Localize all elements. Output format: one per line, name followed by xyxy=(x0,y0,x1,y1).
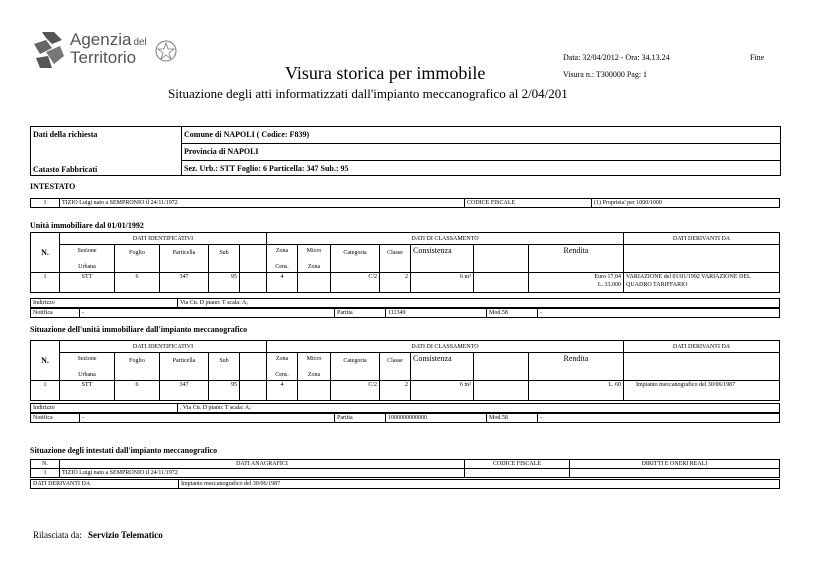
unit2-h-classe: Classe xyxy=(380,353,411,381)
unit1-h-sub: Sub xyxy=(209,245,240,273)
intestato-name: TIZIO Luigi nato a SEMPRONIO il 24/11/1972 xyxy=(60,199,465,208)
unit2-h-dati-der: DATI DERIVANTI DA xyxy=(624,341,780,353)
unit1-row-foglio: 6 xyxy=(115,273,160,293)
unit1-h-dati-class: DATI DI CLASSAMENTO xyxy=(267,233,624,245)
unit1-h-particella: Particella xyxy=(160,245,209,273)
intestati-h-n: N. xyxy=(31,460,60,469)
footer xyxy=(33,530,163,540)
unit1-h-foglio: Foglio xyxy=(115,245,160,273)
unit1-row-consistenza: 6 m² xyxy=(411,273,474,293)
visura-number: Visura n.: T300000 Pag: 1 xyxy=(563,70,648,79)
unit2-h-rendita: Rendita xyxy=(529,353,624,381)
logo-text-line1: Agenzia xyxy=(70,30,132,49)
intestato-cf-label: CODICE FISCALE xyxy=(465,199,592,208)
sezione-info: Sez. Urb.: STT Foglio: 6 Particella: 347 Sub.: 95 xyxy=(184,164,349,173)
unit2-heading: Situazione dell'unità immobiliare dall'impianto meccanografico xyxy=(30,325,248,334)
intestato-table xyxy=(30,198,780,208)
unit1-row-rendita2: L. 33.000 xyxy=(597,282,621,288)
unit1-h-n: N. xyxy=(31,233,60,273)
unit1-h-consistenza: Consistenza xyxy=(411,245,474,273)
logo-mark-icon xyxy=(32,30,66,70)
unit1-table xyxy=(30,232,780,293)
unit1-row-n: 1 xyxy=(31,273,60,293)
intestati-num: 1 xyxy=(31,469,60,478)
catasto-label: Catasto Fabbricati xyxy=(33,165,98,174)
fine-label: Fine xyxy=(750,53,765,62)
unit2-h-categoria: Categoria xyxy=(331,353,380,381)
footer-value: Servizio Telematico xyxy=(87,530,163,540)
footer-label: Rilasciata da: xyxy=(33,530,82,540)
unit2-notifica-table xyxy=(30,413,780,423)
provincia: Provincia di NAPOLI xyxy=(184,147,259,156)
unit1-h-urbana: Urbana xyxy=(78,263,96,270)
unit1-h-sezione: Sezione xyxy=(77,247,97,254)
unit1-heading: Unità immobiliare dal 01/01/1992 xyxy=(30,221,144,230)
intestati-table xyxy=(30,459,780,478)
unit1-h-micro: Micro xyxy=(306,247,322,254)
intestati-heading: Situazione degli intestati dall'impianto meccanografico xyxy=(30,446,218,455)
unit2-row-n: 1 xyxy=(31,381,60,401)
date-time: Data: 32/04/2012 - Ora: 34.13.24 xyxy=(563,53,670,62)
intestato-rights: (1) Proprieta' per 1000/1000 xyxy=(592,199,780,208)
intestati-der-value: Impianto meccanografico del 30/06/1987 xyxy=(179,480,780,489)
unit1-h-zona: Zona xyxy=(275,247,289,254)
unit2-notifica-label: Notifica xyxy=(31,414,80,423)
unit2-notifica: - xyxy=(80,414,335,423)
unit1-h-dati-id: DATI IDENTIFICATIVI xyxy=(60,233,267,245)
unit2-row-sub: 95 xyxy=(209,381,240,401)
unit2-h-sub: Sub xyxy=(209,353,240,381)
unit2-h-zona2: Zona xyxy=(307,371,321,378)
intestati-h-diritti: DIRITTI E ONERI REALI xyxy=(570,460,780,469)
unit2-h-consistenza: Consistenza xyxy=(411,353,474,381)
unit2-h-sezione: Sezione xyxy=(77,355,97,362)
unit2-table xyxy=(30,340,780,401)
request-box xyxy=(30,126,781,176)
page-subtitle: Situazione degli atti informatizzati dall'impianto meccanografico al 2/04/201 xyxy=(168,86,568,101)
unit2-row-foglio: 6 xyxy=(115,381,160,401)
unit1-mod-label: Mod.58 xyxy=(487,309,538,318)
unit1-row-categoria: C/2 xyxy=(331,273,380,293)
unit2-indirizzo-table xyxy=(30,403,780,413)
unit1-indirizzo: Via Cn. D piano: T scala: A; xyxy=(178,299,780,308)
intestato-heading: INTESTATO xyxy=(30,182,76,191)
unit1-row-zona: 4 xyxy=(267,273,298,293)
unit2-h-dati-class: DATI DI CLASSAMENTO xyxy=(267,341,624,353)
unit1-notifica: - xyxy=(80,309,335,318)
unit2-h-dati-id: DATI IDENTIFICATIVI xyxy=(60,341,267,353)
unit2-partita: 1000000000000 xyxy=(386,414,487,423)
unit1-row-rendita1: Euro 17,04 xyxy=(594,274,621,280)
unit2-indirizzo: , Via Cn. D piano: T scala: A; xyxy=(178,404,780,413)
unit2-mod: - xyxy=(538,414,780,423)
intestati-h-anag: DATI ANAGRAFICI xyxy=(60,460,465,469)
unit2-row-consistenza: 6 m² xyxy=(411,381,474,401)
unit2-h-cens: Cens. xyxy=(275,371,289,378)
unit1-h-categoria: Categoria xyxy=(331,245,380,273)
logo-text-del: del xyxy=(133,37,147,48)
unit2-h-particella: Particella xyxy=(160,353,209,381)
agency-logo xyxy=(32,30,182,72)
intestati-name: TIZIO Luigi nato a SEMPRONIO il 24/11/1972 xyxy=(60,469,465,478)
unit2-row-classe: 2 xyxy=(380,381,411,401)
unit2-h-n: N. xyxy=(31,341,60,381)
unit2-indirizzo-label: Indirizzo xyxy=(31,404,178,413)
unit1-h-cens: Cens. xyxy=(275,263,289,270)
unit1-mod: - xyxy=(538,309,780,318)
unit2-h-zona: Zona xyxy=(275,355,289,362)
unit2-row-rendita: L. 60 xyxy=(529,381,624,401)
page-title: Visura storica per immobile xyxy=(285,63,486,83)
intestati-der-label: DATI DERIVANTI DA xyxy=(31,480,179,489)
unit2-h-micro: Micro xyxy=(306,355,322,362)
intestati-h-cf: CODICE FISCALE xyxy=(465,460,570,469)
unit2-partita-label: Partita xyxy=(335,414,386,423)
unit2-row-categoria: C/2 xyxy=(331,381,380,401)
unit2-row-zona: 4 xyxy=(267,381,298,401)
intestati-der-table xyxy=(30,479,780,489)
comune: Comune di NAPOLI ( Codice: F839) xyxy=(184,130,310,139)
unit1-notifica-table xyxy=(30,308,780,318)
unit1-indirizzo-table xyxy=(30,298,780,308)
unit1-h-rendita: Rendita xyxy=(529,245,624,273)
unit1-h-zona2: Zona xyxy=(307,263,321,270)
unit2-row-particella: 347 xyxy=(160,381,209,401)
unit1-h-dati-der: DATI DERIVANTI DA xyxy=(624,233,780,245)
unit2-mod-label: Mod.58 xyxy=(487,414,538,423)
unit1-row-derivanti: VARIAZIONE del 01/01/1992 VARIAZIONE DEL QUADRO TARIFFARIO xyxy=(624,273,780,293)
intestato-num: 1 xyxy=(31,199,60,208)
unit2-row-derivanti: Impianto meccanografico del 30/06/1987 xyxy=(624,381,780,401)
emblem-icon xyxy=(154,38,178,64)
unit1-h-classe: Classe xyxy=(380,245,411,273)
unit1-row-sezione: STT xyxy=(60,273,115,293)
unit1-row-classe: 2 xyxy=(380,273,411,293)
unit2-h-foglio: Foglio xyxy=(115,353,160,381)
logo-text-line2: Territorio xyxy=(70,48,137,67)
unit1-row-sub: 95 xyxy=(209,273,240,293)
unit2-row-sezione: STT xyxy=(60,381,115,401)
unit2-h-urbana: Urbana xyxy=(78,371,96,378)
unit1-partita: 111349 xyxy=(386,309,487,318)
unit1-row-particella: 347 xyxy=(160,273,209,293)
unit1-indirizzo-label: Indirizzo xyxy=(31,299,178,308)
unit1-notifica-label: Notifica xyxy=(31,309,80,318)
request-label: Dati della richiesta xyxy=(33,130,98,139)
unit1-partita-label: Partita xyxy=(335,309,386,318)
